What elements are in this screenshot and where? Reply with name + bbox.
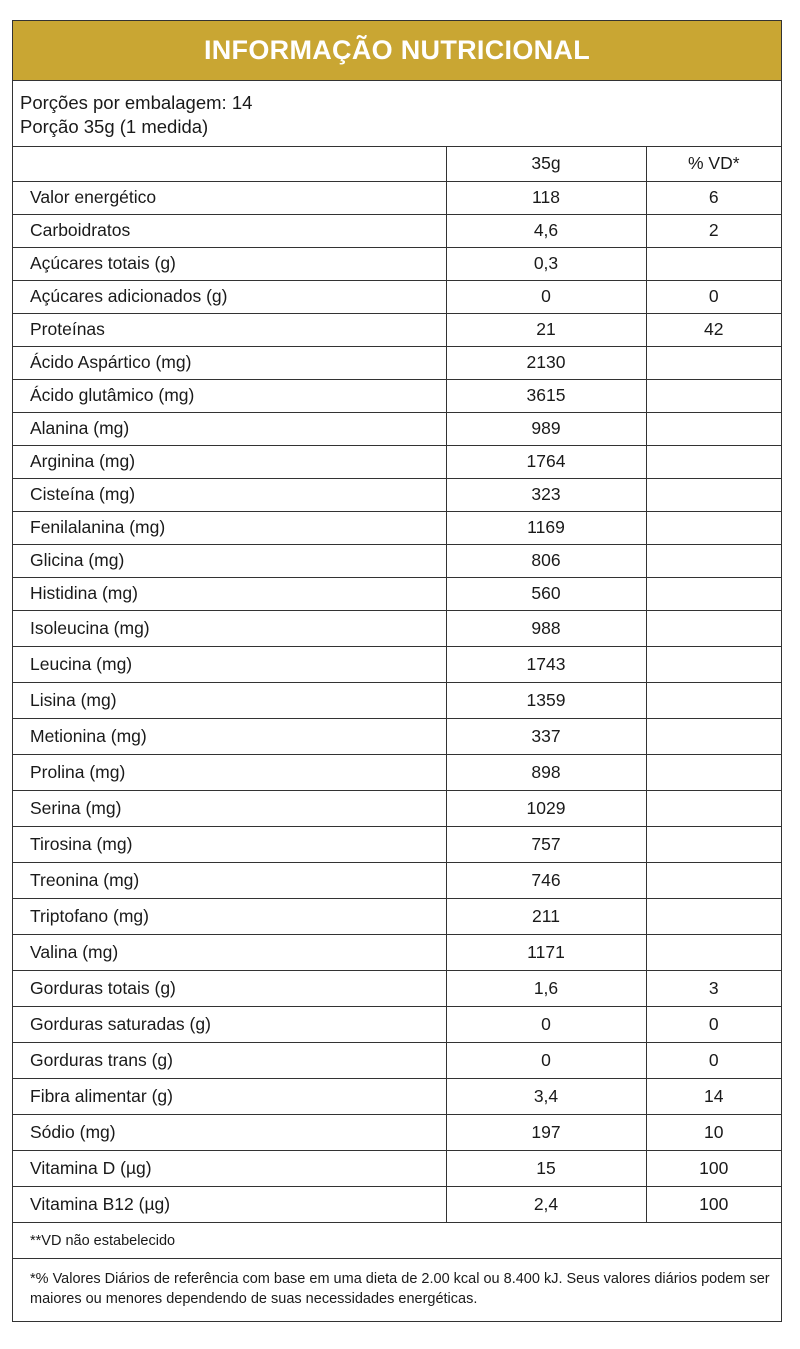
table-row bbox=[13, 934, 781, 970]
table-row bbox=[13, 412, 781, 445]
row-name: Açúcares totais (g) bbox=[13, 247, 446, 280]
row-name: Gorduras trans (g) bbox=[13, 1042, 446, 1078]
row-name: Gorduras totais (g) bbox=[13, 970, 446, 1006]
row-amount: 2130 bbox=[446, 346, 646, 379]
row-amount: 988 bbox=[446, 610, 646, 646]
row-name: Glicina (mg) bbox=[13, 544, 446, 577]
row-vd bbox=[646, 790, 781, 826]
title-bar bbox=[13, 21, 781, 81]
row-name: Sódio (mg) bbox=[13, 1114, 446, 1150]
table-row bbox=[13, 1042, 781, 1078]
nutrition-table bbox=[13, 147, 781, 1223]
table-row bbox=[13, 280, 781, 313]
row-name: Histidina (mg) bbox=[13, 577, 446, 610]
row-amount: 1029 bbox=[446, 790, 646, 826]
row-name: Vitamina B12 (µg) bbox=[13, 1186, 446, 1222]
table-row bbox=[13, 214, 781, 247]
row-vd bbox=[646, 682, 781, 718]
row-vd bbox=[646, 412, 781, 445]
row-amount: 197 bbox=[446, 1114, 646, 1150]
table-header-row bbox=[13, 147, 781, 181]
table-row bbox=[13, 478, 781, 511]
table-row bbox=[13, 718, 781, 754]
row-amount: 560 bbox=[446, 577, 646, 610]
row-name: Treonina (mg) bbox=[13, 862, 446, 898]
row-vd: 2 bbox=[646, 214, 781, 247]
row-amount: 0 bbox=[446, 1042, 646, 1078]
row-vd bbox=[646, 610, 781, 646]
row-name: Açúcares adicionados (g) bbox=[13, 280, 446, 313]
nutrition-facts-panel bbox=[12, 20, 782, 1322]
row-name: Proteínas bbox=[13, 313, 446, 346]
row-vd bbox=[646, 934, 781, 970]
row-vd: 100 bbox=[646, 1150, 781, 1186]
table-row bbox=[13, 511, 781, 544]
row-name: Leucina (mg) bbox=[13, 646, 446, 682]
row-name: Valor energético bbox=[13, 181, 446, 214]
row-vd bbox=[646, 445, 781, 478]
table-row bbox=[13, 346, 781, 379]
row-name: Cisteína (mg) bbox=[13, 478, 446, 511]
table-row bbox=[13, 247, 781, 280]
footnote-daily-values: *% Valores Diários de referência com base em uma dieta de 2.00 kcal ou 8.400 kJ. Seus valores diários podem ser maiores ou menores dependendo de suas necessidades energéticas. bbox=[30, 1270, 770, 1307]
page-title: INFORMAÇÃO NUTRICIONAL bbox=[203, 35, 591, 65]
row-name: Serina (mg) bbox=[13, 790, 446, 826]
table-row bbox=[13, 1006, 781, 1042]
row-vd bbox=[646, 379, 781, 412]
table-row bbox=[13, 682, 781, 718]
row-amount: 746 bbox=[446, 862, 646, 898]
row-name: Isoleucina (mg) bbox=[13, 610, 446, 646]
row-name: Valina (mg) bbox=[13, 934, 446, 970]
table-row bbox=[13, 1150, 781, 1186]
table-row bbox=[13, 1186, 781, 1222]
row-vd: 42 bbox=[646, 313, 781, 346]
row-amount: 806 bbox=[446, 544, 646, 577]
row-amount: 118 bbox=[446, 181, 646, 214]
row-name: Triptofano (mg) bbox=[13, 898, 446, 934]
row-vd bbox=[646, 478, 781, 511]
row-amount: 0 bbox=[446, 1006, 646, 1042]
table-row bbox=[13, 862, 781, 898]
row-vd bbox=[646, 826, 781, 862]
row-name: Prolina (mg) bbox=[13, 754, 446, 790]
row-amount: 323 bbox=[446, 478, 646, 511]
row-vd bbox=[646, 862, 781, 898]
row-name: Tirosina (mg) bbox=[13, 826, 446, 862]
row-name: Metionina (mg) bbox=[13, 718, 446, 754]
row-name: Arginina (mg) bbox=[13, 445, 446, 478]
table-row bbox=[13, 379, 781, 412]
row-vd bbox=[646, 898, 781, 934]
row-vd: 14 bbox=[646, 1078, 781, 1114]
row-vd bbox=[646, 346, 781, 379]
row-amount: 1169 bbox=[446, 511, 646, 544]
row-amount: 1764 bbox=[446, 445, 646, 478]
row-name: Lisina (mg) bbox=[13, 682, 446, 718]
table-row bbox=[13, 1114, 781, 1150]
table-row bbox=[13, 610, 781, 646]
row-amount: 1171 bbox=[446, 934, 646, 970]
row-amount: 4,6 bbox=[446, 214, 646, 247]
table-row bbox=[13, 544, 781, 577]
row-vd: 100 bbox=[646, 1186, 781, 1222]
row-name: Alanina (mg) bbox=[13, 412, 446, 445]
row-name: Ácido Aspártico (mg) bbox=[13, 346, 446, 379]
row-name: Gorduras saturadas (g) bbox=[13, 1006, 446, 1042]
row-name: Fenilalanina (mg) bbox=[13, 511, 446, 544]
row-vd: 10 bbox=[646, 1114, 781, 1150]
row-vd: 3 bbox=[646, 970, 781, 1006]
table-row bbox=[13, 313, 781, 346]
row-vd bbox=[646, 544, 781, 577]
table-row bbox=[13, 826, 781, 862]
servings-per-package: Porções por embalagem: 14 bbox=[20, 92, 253, 113]
row-amount: 337 bbox=[446, 718, 646, 754]
row-amount: 1743 bbox=[446, 646, 646, 682]
footnote-vd-not-established: **VD não estabelecido bbox=[13, 1223, 781, 1259]
table-row bbox=[13, 790, 781, 826]
table-row bbox=[13, 970, 781, 1006]
row-amount: 898 bbox=[446, 754, 646, 790]
row-amount: 0 bbox=[446, 280, 646, 313]
row-name: Carboidratos bbox=[13, 214, 446, 247]
row-name: Vitamina D (µg) bbox=[13, 1150, 446, 1186]
row-vd bbox=[646, 577, 781, 610]
row-name: Ácido glutâmico (mg) bbox=[13, 379, 446, 412]
table-row bbox=[13, 181, 781, 214]
row-amount: 1359 bbox=[446, 682, 646, 718]
row-vd: 6 bbox=[646, 181, 781, 214]
table-row bbox=[13, 445, 781, 478]
table-row bbox=[13, 754, 781, 790]
row-amount: 211 bbox=[446, 898, 646, 934]
header-blank-cell bbox=[13, 147, 446, 181]
row-amount: 21 bbox=[446, 313, 646, 346]
row-amount: 1,6 bbox=[446, 970, 646, 1006]
portion-size: Porção 35g (1 medida) bbox=[20, 116, 209, 137]
serving-info bbox=[13, 81, 781, 147]
column-header-amount: 35g bbox=[446, 147, 646, 181]
row-amount: 0,3 bbox=[446, 247, 646, 280]
row-amount: 3,4 bbox=[446, 1078, 646, 1114]
row-name: Fibra alimentar (g) bbox=[13, 1078, 446, 1114]
table-row bbox=[13, 898, 781, 934]
row-amount: 15 bbox=[446, 1150, 646, 1186]
row-vd bbox=[646, 754, 781, 790]
row-amount: 757 bbox=[446, 826, 646, 862]
table-row bbox=[13, 1078, 781, 1114]
row-amount: 989 bbox=[446, 412, 646, 445]
row-vd bbox=[646, 511, 781, 544]
row-vd: 0 bbox=[646, 1006, 781, 1042]
row-vd bbox=[646, 718, 781, 754]
row-amount: 3615 bbox=[446, 379, 646, 412]
row-vd bbox=[646, 646, 781, 682]
row-vd: 0 bbox=[646, 280, 781, 313]
row-vd: 0 bbox=[646, 1042, 781, 1078]
table-row bbox=[13, 577, 781, 610]
table-row bbox=[13, 646, 781, 682]
row-amount: 2,4 bbox=[446, 1186, 646, 1222]
column-header-vd: % VD* bbox=[646, 147, 781, 181]
row-vd bbox=[646, 247, 781, 280]
